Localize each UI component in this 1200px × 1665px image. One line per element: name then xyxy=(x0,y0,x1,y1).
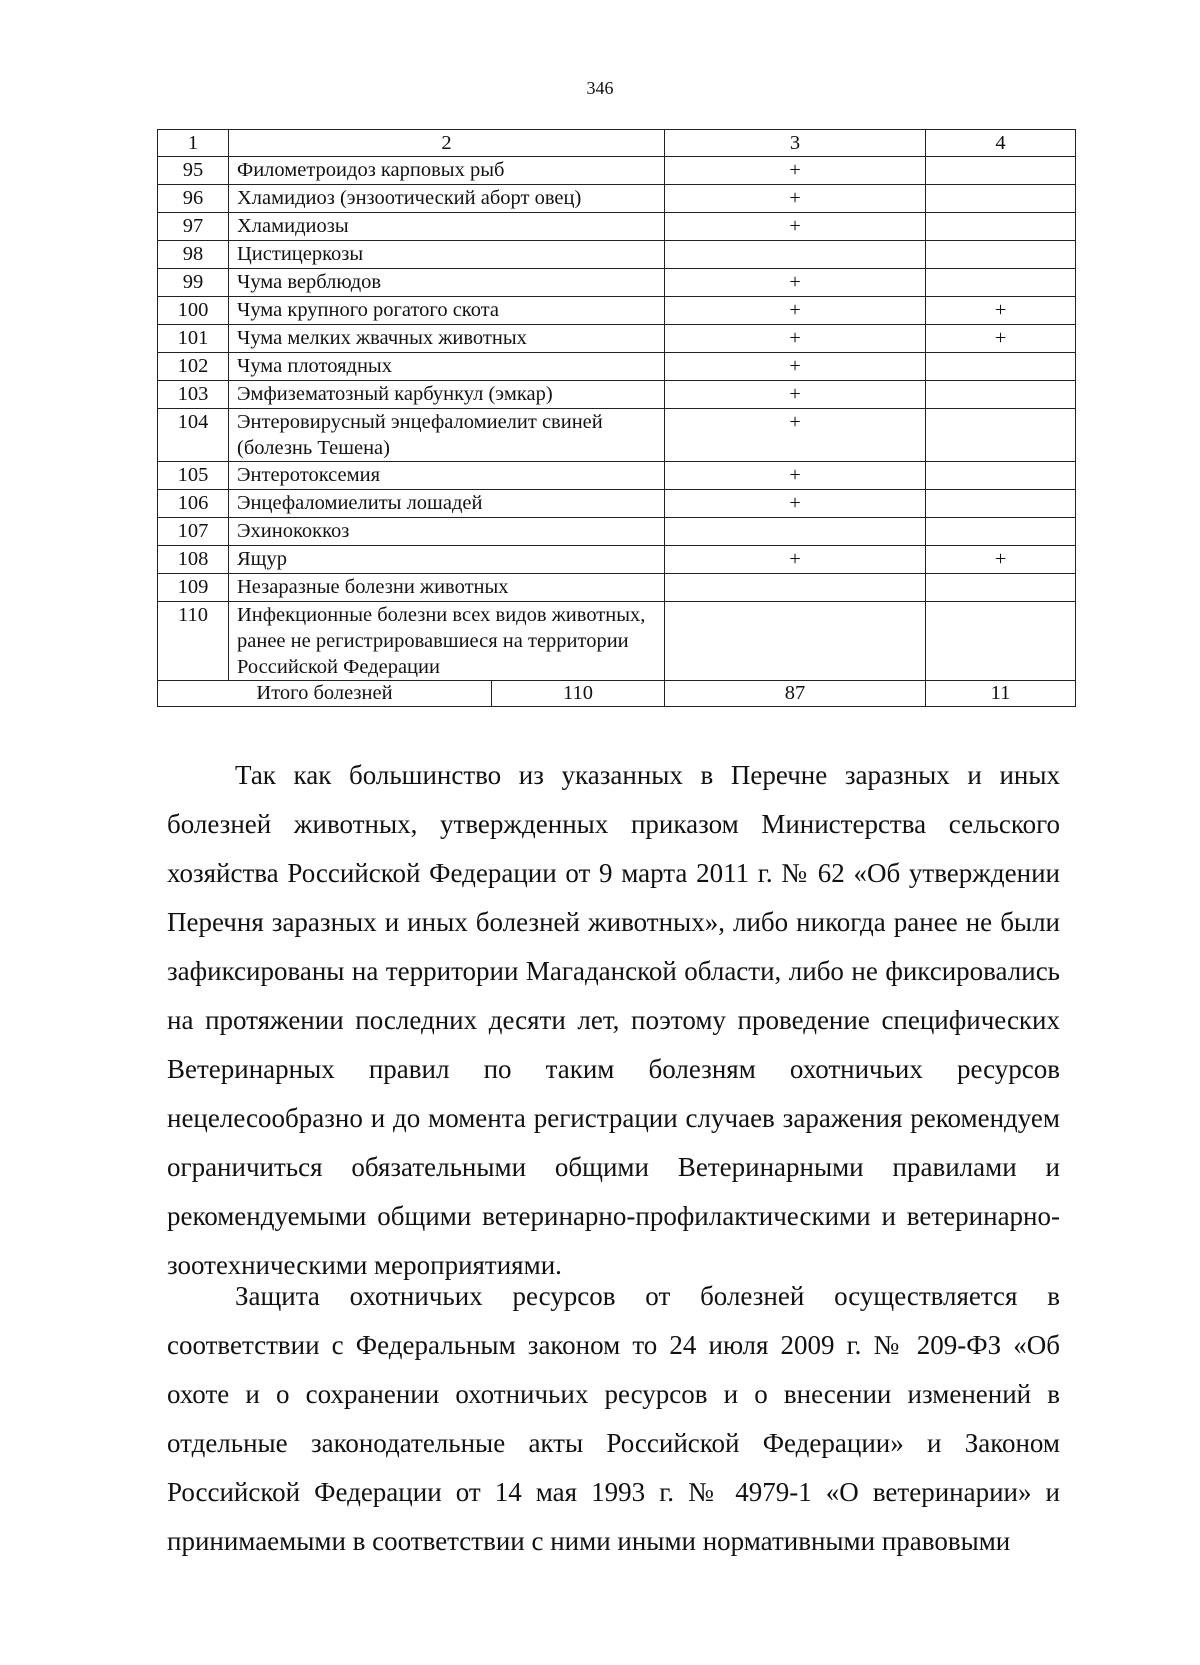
table-row xyxy=(158,353,1076,381)
table-row xyxy=(158,546,1076,574)
row-number: 99 xyxy=(158,269,229,297)
mark-col-3: + xyxy=(665,269,926,297)
row-number: 107 xyxy=(158,518,229,546)
mark-col-4 xyxy=(926,409,1076,462)
mark-col-3: + xyxy=(665,490,926,518)
mark-col-3: + xyxy=(665,157,926,185)
table-row xyxy=(158,185,1076,213)
mark-col-4 xyxy=(926,157,1076,185)
mark-col-3: + xyxy=(665,213,926,241)
mark-col-3: + xyxy=(665,325,926,353)
mark-col-4 xyxy=(926,602,1076,681)
table-row xyxy=(158,325,1076,353)
disease-name: Филометроидоз карповых рыб xyxy=(229,157,665,185)
mark-col-4 xyxy=(926,574,1076,602)
row-number: 103 xyxy=(158,381,229,409)
disease-name: Чума плотоядных xyxy=(229,353,665,381)
disease-name: Незаразные болезни животных xyxy=(229,574,665,602)
table-row xyxy=(158,269,1076,297)
header-col-2: 2 xyxy=(229,130,665,157)
disease-name: Чума верблюдов xyxy=(229,269,665,297)
row-number: 102 xyxy=(158,353,229,381)
row-number: 101 xyxy=(158,325,229,353)
header-col-1: 1 xyxy=(158,130,229,157)
disease-name: Энцефаломиелиты лошадей xyxy=(229,490,665,518)
total-row xyxy=(158,681,1076,707)
disease-name: Хламидиозы xyxy=(229,213,665,241)
table-row xyxy=(158,518,1076,546)
total-col-4: 11 xyxy=(926,681,1076,707)
table-row xyxy=(158,602,1076,681)
row-number: 100 xyxy=(158,297,229,325)
mark-col-4 xyxy=(926,462,1076,490)
disease-name: Эхинококкоз xyxy=(229,518,665,546)
mark-col-3: + xyxy=(665,353,926,381)
disease-name: Чума мелких жвачных животных xyxy=(229,325,665,353)
disease-name: Ящур xyxy=(229,546,665,574)
paragraph-text: Так как большинство из указанных в Перечне заразных и иных болезней животных, утвержденных приказом Министерства сельского хозяйства Российской Федерации от 9 марта 2011 г. № 62 «Об утверждении Перечня заразных и иных болезней животных», либо никогда ранее не были зафиксированы на территории Магаданской области, либо не фиксировались на протяжении последних десяти лет, поэтому проведение специфических Ветеринарных правил по таким болезням охотничьих ресурсов нецелесообразно и до момента регистрации случаев заражения рекомендуем ограничиться обязательными общими Ветеринарными правилами и рекомендуемыми общими ветеринарно-профилактическими и ветеринарно-зоотехническими мероприятиями. xyxy=(167,760,1060,1280)
mark-col-4 xyxy=(926,213,1076,241)
table-row xyxy=(158,574,1076,602)
mark-col-3: + xyxy=(665,381,926,409)
disease-name: Чума крупного рогатого скота xyxy=(229,297,665,325)
disease-table xyxy=(157,129,1076,707)
table-row xyxy=(158,241,1076,269)
mark-col-3: + xyxy=(665,297,926,325)
mark-col-4 xyxy=(926,185,1076,213)
table-row xyxy=(158,381,1076,409)
row-number: 106 xyxy=(158,490,229,518)
page-number: 346 xyxy=(586,78,614,98)
mark-col-3: + xyxy=(665,462,926,490)
disease-name: Энтеровирусный энцефаломиелит свиней (болезнь Тешена) xyxy=(229,409,665,462)
table-row xyxy=(158,213,1076,241)
mark-col-4 xyxy=(926,518,1076,546)
row-number: 96 xyxy=(158,185,229,213)
mark-col-3: + xyxy=(665,185,926,213)
paragraph-text: Защита охотничьих ресурсов от болезней осуществляется в соответствии с Федеральным законом то 24 июля 2009 г. № 209-ФЗ «Об охоте и о сохранении охотничьих ресурсов и о внесении изменений в отдельные законодательные акты Российской Федерации» и Законом Российской Федерации от 14 мая 1993 г. № 4979-1 «О ветеринарии» и принимаемыми в соответствии с ними иными нормативными правовыми xyxy=(167,1281,1060,1556)
row-number: 110 xyxy=(158,602,229,681)
header-col-4: 4 xyxy=(926,130,1076,157)
body-paragraph-1 xyxy=(167,751,1060,1290)
total-col-3: 87 xyxy=(665,681,926,707)
disease-name: Энтеротоксемия xyxy=(229,462,665,490)
mark-col-4 xyxy=(926,381,1076,409)
mark-col-4: + xyxy=(926,297,1076,325)
mark-col-4 xyxy=(926,490,1076,518)
mark-col-4: + xyxy=(926,325,1076,353)
disease-name: Хламидиоз (энзоотический аборт овец) xyxy=(229,185,665,213)
table-row xyxy=(158,409,1076,462)
row-number: 104 xyxy=(158,409,229,462)
header-col-3: 3 xyxy=(665,130,926,157)
mark-col-4 xyxy=(926,269,1076,297)
mark-col-3 xyxy=(665,241,926,269)
mark-col-3: + xyxy=(665,546,926,574)
disease-name: Эмфизематозный карбункул (эмкар) xyxy=(229,381,665,409)
body-paragraph-2 xyxy=(167,1272,1060,1566)
table-row xyxy=(158,462,1076,490)
mark-col-3: + xyxy=(665,409,926,462)
row-number: 95 xyxy=(158,157,229,185)
mark-col-4 xyxy=(926,353,1076,381)
table-row xyxy=(158,297,1076,325)
mark-col-3 xyxy=(665,518,926,546)
disease-name: Инфекционные болезни всех видов животных, ранее не регистрировавшиеся на территории Российской Федерации xyxy=(229,602,665,681)
row-number: 97 xyxy=(158,213,229,241)
table-header-row xyxy=(158,130,1076,157)
total-col-2: 110 xyxy=(492,681,665,707)
mark-col-4: + xyxy=(926,546,1076,574)
table-row xyxy=(158,157,1076,185)
table-row xyxy=(158,490,1076,518)
mark-col-4 xyxy=(926,241,1076,269)
disease-name: Цистицеркозы xyxy=(229,241,665,269)
row-number: 109 xyxy=(158,574,229,602)
mark-col-3 xyxy=(665,602,926,681)
total-label: Итого болезней xyxy=(158,681,492,707)
row-number: 108 xyxy=(158,546,229,574)
mark-col-3 xyxy=(665,574,926,602)
row-number: 105 xyxy=(158,462,229,490)
row-number: 98 xyxy=(158,241,229,269)
